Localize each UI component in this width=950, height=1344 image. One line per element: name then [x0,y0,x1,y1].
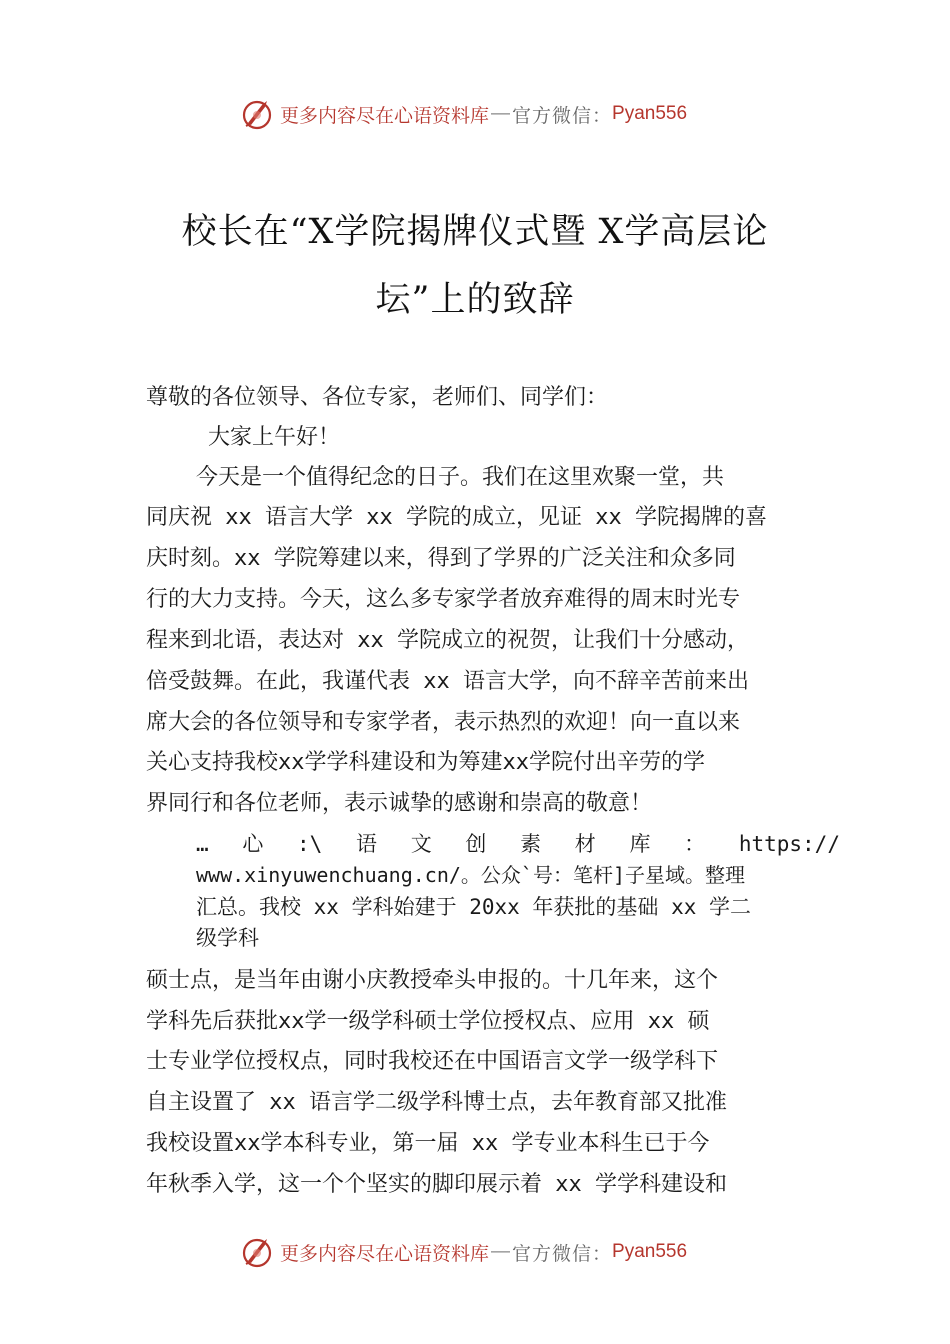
inserted-cell: :\ [297,832,323,856]
paragraph-2-line: 士专业学位授权点，同时我校还在中国语言文学一级学科下 [146,1049,719,1074]
inserted-watermark-line-4: 级学科 [196,926,259,950]
inserted-cell: … [196,832,209,856]
banner-site-text: 更多内容尽在心语资料库 [280,1242,490,1265]
paragraph-1-line: 程来到北语，表达对 xx 学院成立的祝贺，让我们十分感动， [146,628,749,653]
paragraph-1-line: 界同行和各位老师，表示诚挚的感谢和崇高的敬意！ [146,791,653,816]
paragraph-2-line: 学科先后获批xx学一级学科硕士学位授权点、应用 xx 硕 [146,1009,710,1034]
paragraph-2-line: 年秋季入学，这一个个坚实的脚印展示着 xx 学学科建设和 [146,1172,727,1197]
inserted-watermark-line-3: 汇总。我校 xx 学科始建于 20xx 年获批的基础 xx 学二 [196,895,752,919]
pen-logo-icon [240,97,274,131]
inserted-cell: 库 [629,832,651,856]
banner-dash: — [491,103,511,124]
inserted-cell: 文 [410,832,432,856]
inserted-watermark-line-2: www.xinyuwenchuang.cn/。公众`号：笔杆]子星域。整理 [196,863,745,887]
banner-wechat-label: 官方微信： [512,104,613,127]
header-banner [240,94,687,134]
paragraph-1-line: 倍受鼓舞。在此，我谨代表 xx 语言大学，向不辞辛苦前来出 [146,669,749,694]
paragraph-1-line: 今天是一个值得纪念的日子。我们在这里欢聚一堂，共 [196,465,725,490]
inserted-cell: ： [684,832,706,856]
inserted-cell: 创 [465,832,487,856]
salutation: 尊敬的各位领导、各位专家，老师们、同学们： [146,385,609,410]
document-title-line-1: 校长在“X学院揭牌仪式暨 X学高层论 [181,212,769,252]
pen-logo-icon [240,1235,274,1269]
banner-wechat-id: Pyan556 [612,103,688,124]
paragraph-2-line: 硕士点，是当年由谢小庆教授牵头申报的。十几年来，这个 [146,968,719,993]
footer-banner [240,1232,687,1272]
paragraph-1-line: 同庆祝 xx 语言大学 xx 学院的成立，见证 xx 学院揭牌的喜 [146,505,767,530]
paragraph-1-line: 关心支持我校xx学学科建设和为筹建xx学院付出辛劳的学 [146,750,705,775]
inserted-cell: 材 [574,832,596,856]
paragraph-1-line: 席大会的各位领导和专家学者，表示热烈的欢迎！向一直以来 [146,710,741,735]
inserted-cell: 语 [356,832,378,856]
greeting: 大家上午好！ [208,425,341,450]
inserted-watermark-line-1 [196,829,840,859]
banner-wechat-label: 官方微信： [512,1242,613,1265]
banner-wechat-id: Pyan556 [612,1241,688,1262]
inserted-url-start: https:// [738,832,840,856]
paragraph-1-line: 庆时刻。xx 学院筹建以来，得到了学界的广泛关注和众多同 [146,546,736,571]
inserted-cell: 素 [520,832,542,856]
document-title-line-2: 坛”上的致辞 [375,280,575,320]
paragraph-2-line: 自主设置了 xx 语言学二级学科博士点，去年教育部又批准 [146,1090,727,1115]
banner-site-text: 更多内容尽在心语资料库 [280,104,490,127]
paragraph-2-line: 我校设置xx学本科专业，第一届 xx 学专业本科生已于今 [146,1131,710,1156]
inserted-cell: 心 [242,832,264,856]
banner-dash: — [491,1241,511,1262]
paragraph-1-line: 行的大力支持。今天，这么多专家学者放弃难得的周末时光专 [146,587,741,612]
